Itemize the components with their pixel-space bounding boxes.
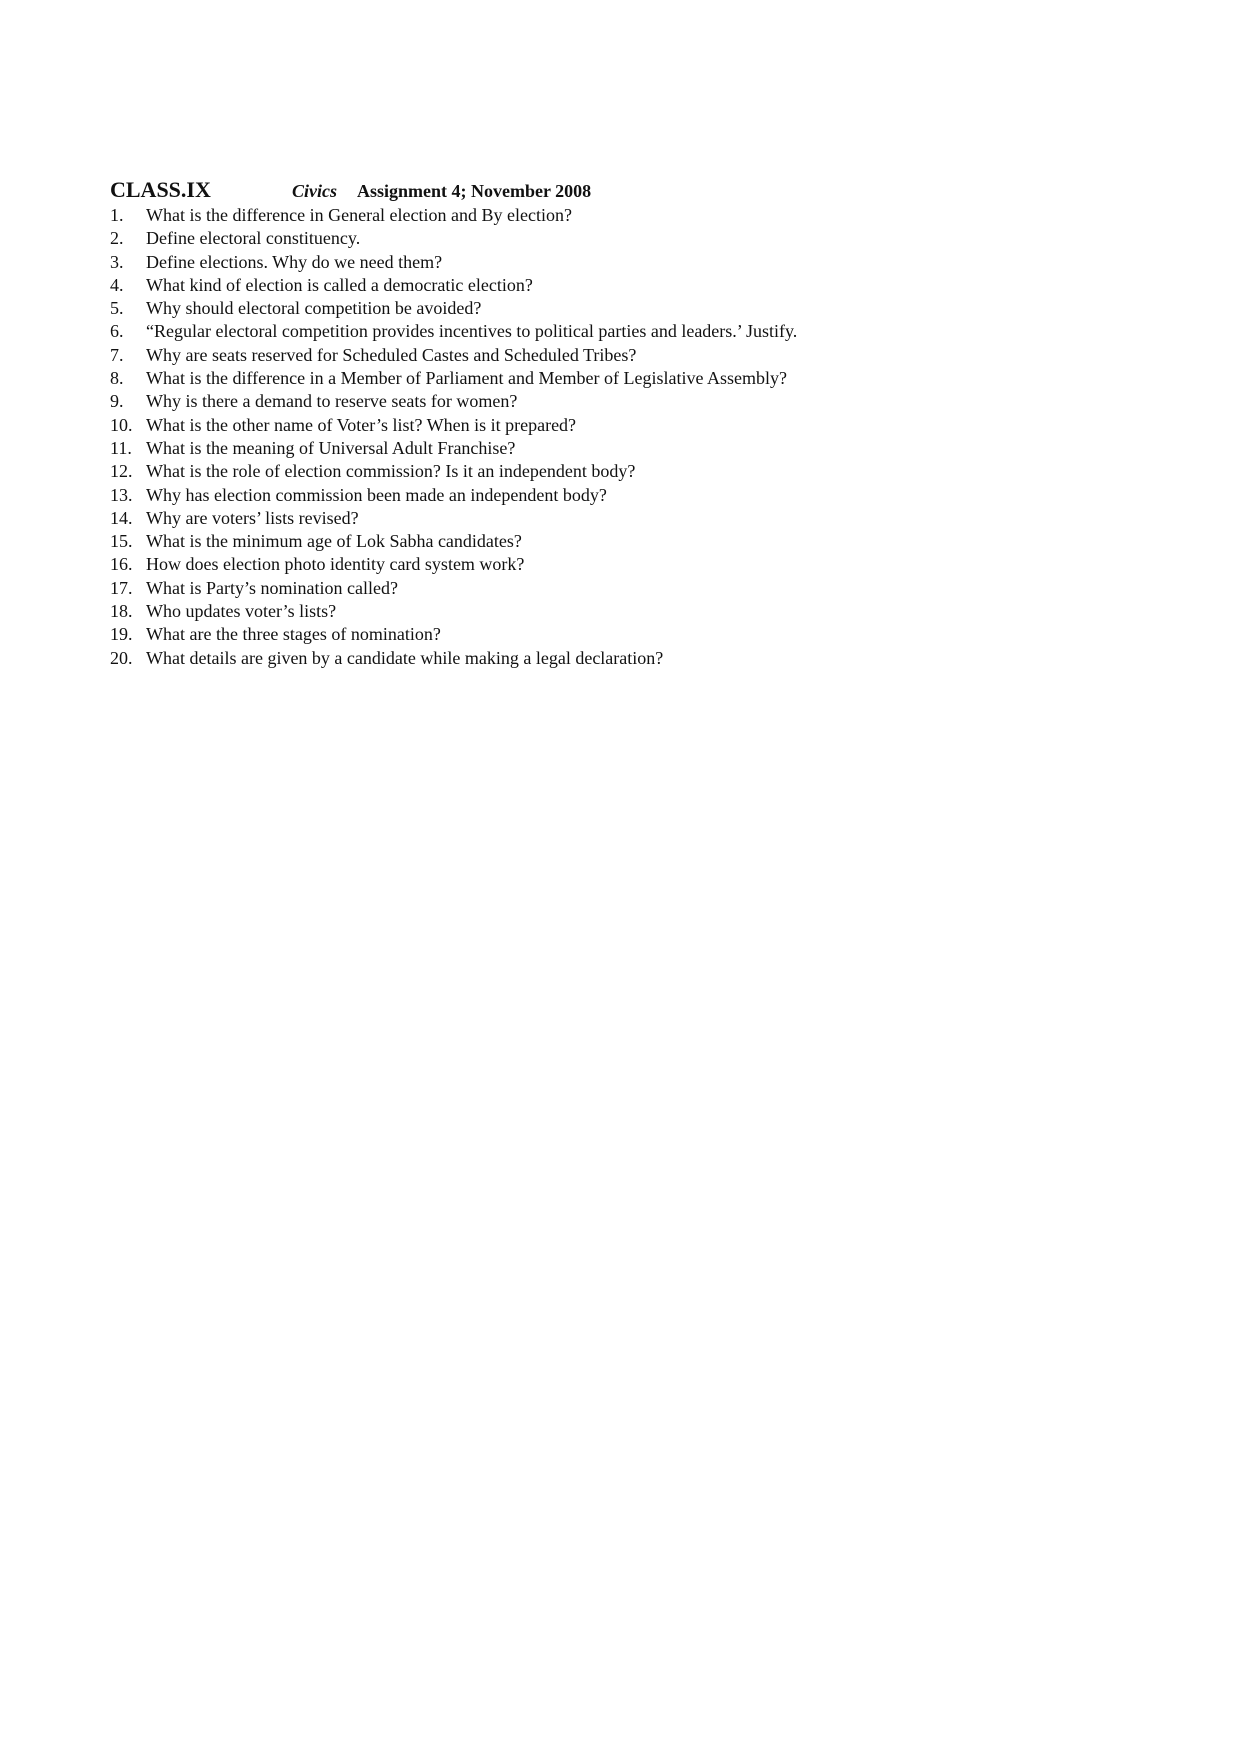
question-item bbox=[110, 320, 797, 343]
question-text: Why are voters’ lists revised? bbox=[146, 507, 359, 528]
question-number: 3. bbox=[110, 251, 124, 272]
question-text: How does election photo identity card system work? bbox=[146, 554, 525, 575]
question-text: Define electoral constituency. bbox=[146, 228, 361, 249]
question-number: 8. bbox=[110, 368, 124, 389]
question-number: 2. bbox=[110, 228, 124, 249]
question-item bbox=[110, 647, 797, 670]
question-number: 10. bbox=[110, 414, 133, 435]
question-text: What is Party’s nomination called? bbox=[146, 577, 398, 598]
question-text: What is the role of election commission? Is it an independent body? bbox=[146, 461, 636, 482]
question-number: 18. bbox=[110, 601, 133, 622]
question-number: 7. bbox=[110, 344, 124, 365]
question-text: What is the difference in General election and By election? bbox=[146, 205, 572, 225]
question-text: “Regular electoral competition provides incentives to political parties and leaders.’ Justify. bbox=[146, 321, 798, 342]
class-label: CLASS.IX bbox=[110, 177, 211, 202]
question-text: What is the minimum age of Lok Sabha candidates? bbox=[146, 531, 522, 552]
question-number: 11. bbox=[110, 437, 132, 458]
question-item bbox=[110, 297, 797, 320]
question-item bbox=[110, 204, 797, 227]
question-list bbox=[110, 204, 797, 670]
question-item bbox=[110, 484, 797, 507]
question-text: What is the difference in a Member of Parliament and Member of Legislative Assembly? bbox=[146, 368, 787, 389]
question-item bbox=[110, 367, 797, 390]
assignment-title: Assignment 4; November 2008 bbox=[357, 181, 592, 201]
question-text: Why are seats reserved for Scheduled Castes and Scheduled Tribes? bbox=[146, 344, 637, 365]
question-text: What details are given by a candidate while making a legal declaration? bbox=[146, 647, 664, 668]
question-number: 17. bbox=[110, 577, 133, 598]
question-number: 15. bbox=[110, 531, 133, 552]
question-text: Who updates voter’s lists? bbox=[146, 601, 337, 622]
question-text: Define elections. Why do we need them? bbox=[146, 251, 443, 272]
question-number: 14. bbox=[110, 507, 133, 528]
question-number: 9. bbox=[110, 391, 124, 412]
question-item bbox=[110, 274, 797, 297]
question-number: 6. bbox=[110, 321, 124, 342]
question-text: What is the other name of Voter’s list? When is it prepared? bbox=[146, 414, 577, 435]
question-item bbox=[110, 251, 797, 274]
question-item bbox=[110, 507, 797, 530]
question-item bbox=[110, 414, 797, 437]
question-item bbox=[110, 227, 797, 250]
question-number: 16. bbox=[110, 554, 133, 575]
question-text: What are the three stages of nomination? bbox=[146, 624, 441, 645]
question-item bbox=[110, 437, 797, 460]
question-number: 13. bbox=[110, 484, 133, 505]
question-text: Why should electoral competition be avoided? bbox=[146, 298, 482, 319]
document-header bbox=[110, 176, 591, 207]
question-text: Why has election commission been made an independent body? bbox=[146, 484, 607, 505]
question-number: 20. bbox=[110, 647, 133, 668]
question-number: 4. bbox=[110, 274, 124, 295]
question-item bbox=[110, 344, 797, 367]
subject-label: Civics bbox=[292, 181, 337, 201]
question-item bbox=[110, 623, 797, 646]
question-item bbox=[110, 390, 797, 413]
question-item bbox=[110, 600, 797, 623]
question-text: What kind of election is called a democratic election? bbox=[146, 274, 533, 295]
question-text: What is the meaning of Universal Adult Franchise? bbox=[146, 437, 516, 458]
question-number: 5. bbox=[110, 298, 124, 319]
question-number: 19. bbox=[110, 624, 133, 645]
question-item bbox=[110, 553, 797, 576]
question-number: 1. bbox=[110, 205, 124, 225]
question-item bbox=[110, 530, 797, 553]
question-text: Why is there a demand to reserve seats for women? bbox=[146, 391, 518, 412]
question-number: 12. bbox=[110, 461, 133, 482]
question-item bbox=[110, 460, 797, 483]
question-item bbox=[110, 577, 797, 600]
